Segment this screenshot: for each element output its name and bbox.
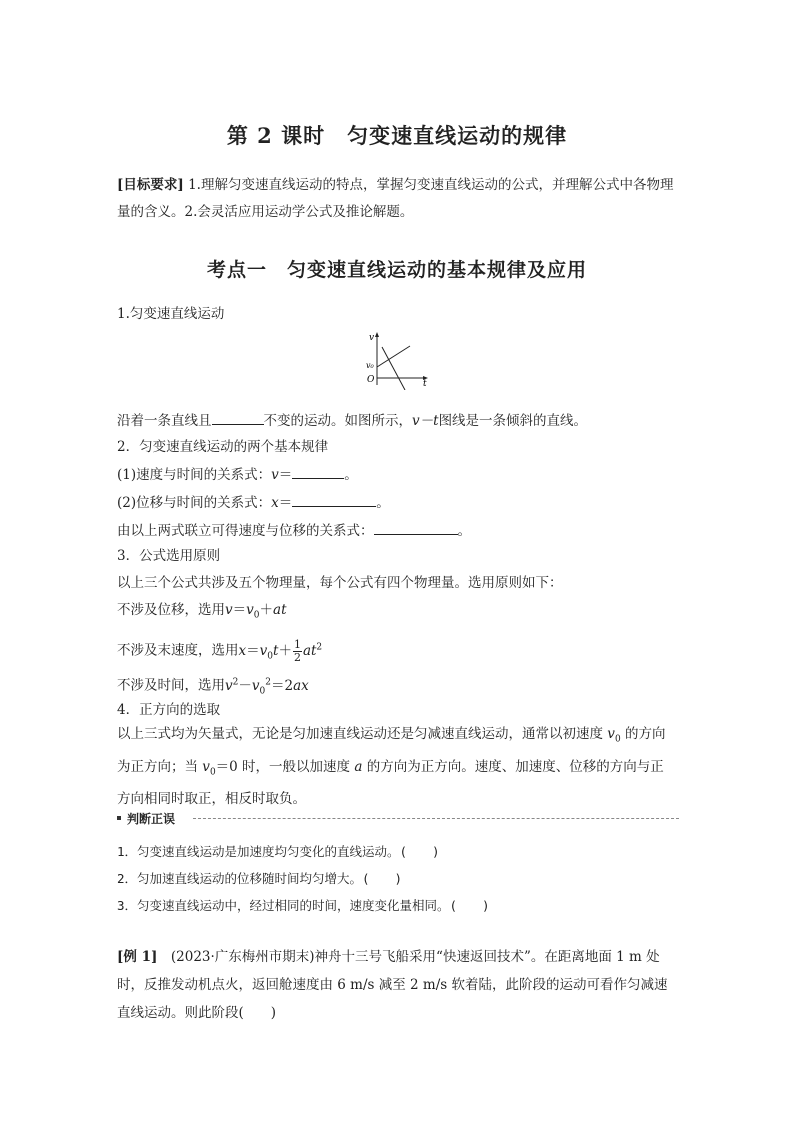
formula-3: $v^2-v_0^2=2ax$ bbox=[225, 677, 309, 697]
divider bbox=[193, 818, 679, 819]
learning-goals bbox=[117, 172, 682, 226]
blank-2[interactable] bbox=[292, 464, 344, 479]
goal-tag: [目标要求] bbox=[117, 177, 184, 193]
s2-l2-eq: ＝ bbox=[278, 495, 293, 511]
s4-p5: 的方向为正方向。速度、加速度、位移的方向与正 bbox=[362, 758, 664, 775]
half-fraction: $\frac{1}{2}$ bbox=[293, 637, 301, 664]
goal-text: 1.理解匀变速直线运动的特点，掌握匀变速直线运动的公式，并理解公式中各物理量的含义。2.会灵活应用运动学公式及推论解题。 bbox=[117, 177, 674, 220]
s4-p1: 以上三式均为矢量式，无论是匀加速直线运动还是匀减速直线运动，通常以初速度 bbox=[117, 726, 608, 742]
blank-1[interactable] bbox=[212, 410, 264, 425]
example-text: (2023·广东梅州市期末)神舟十三号飞船采用“快速返回技术”。在距离地面 1 m 处时，反推发动机点火，返回舱速度由 6 m/s 减至 2 m/s 软着陆，此阶段的运动可看作匀减速直线运动。则此阶段( ) bbox=[117, 949, 668, 1021]
s2-heading: 2．匀变速直线运动的两个基本规律 bbox=[117, 439, 329, 455]
s2-l2-var: x bbox=[271, 495, 279, 511]
s4-heading: 4．正方向的选取 bbox=[117, 702, 221, 718]
s1-desc-after: 不变的运动。如图所示， bbox=[263, 413, 412, 429]
s2-l1-text: (1)速度与时间的关系式： bbox=[117, 467, 272, 483]
s2-l1-eq: ＝ bbox=[278, 467, 293, 483]
s3-rule3 bbox=[117, 672, 309, 701]
vt-text: v－t bbox=[412, 413, 439, 429]
v-axis-arrow bbox=[375, 332, 379, 337]
s4-p4: ＝0 时，一般以加速度 bbox=[215, 758, 355, 775]
decelerating-line bbox=[382, 347, 405, 390]
s3-heading: 3．公式选用原则 bbox=[117, 548, 221, 564]
s1-desc-tail: 图线是一条倾斜的直线。 bbox=[438, 413, 588, 429]
accelerating-line bbox=[377, 346, 410, 367]
judge-header bbox=[117, 810, 679, 826]
judge-item-1: 1．匀变速直线运动是加速度均匀变化的直线运动。( ) bbox=[117, 844, 440, 859]
s3-r1-text: 不涉及位移，选用 bbox=[117, 602, 225, 618]
v0-label: v₀ bbox=[366, 361, 374, 370]
s4-p2: 的方向 bbox=[620, 726, 666, 742]
s2-line2 bbox=[117, 492, 390, 513]
s3-rule2 bbox=[117, 637, 322, 666]
judge-item-3: 3．匀变速直线运动中，经过相同的时间，速度变化量相同。( ) bbox=[117, 898, 490, 913]
example-1 bbox=[117, 943, 679, 1027]
s2-l2-end: 。 bbox=[376, 495, 390, 511]
formula-2: $x=v_0t+$ $\frac{1}{2}$ $at^2$ bbox=[238, 637, 323, 664]
s2-l3-end: 。 bbox=[457, 523, 471, 539]
s1-heading: 1.匀变速直线运动 bbox=[117, 306, 225, 322]
s1-description bbox=[117, 410, 587, 431]
origin-label: O bbox=[367, 375, 375, 385]
s3-rule1 bbox=[117, 600, 287, 626]
vt-graph bbox=[360, 330, 436, 390]
s3-r3-text: 不涉及时间，选用 bbox=[117, 677, 225, 694]
s2-l1-end: 。 bbox=[344, 467, 358, 483]
s4-p6: 方向相同时取正，相反时取负。 bbox=[117, 791, 306, 808]
s4-paragraph: 以上三式均为矢量式，无论是匀加速直线运动还是匀减速直线运动，通常以初速度 $v_0$ 的方向 为正方向；当 $v_0=0$ 时，一般以加速度 a 的方向为正方向。速度、加速度、位移的方向与正 方向相同时取正，相反时取负。 bbox=[117, 726, 666, 808]
s2-line1 bbox=[117, 464, 358, 485]
s2-l3-text: 由以上两式联立可得速度与位移的关系式： bbox=[117, 523, 374, 539]
s3-intro: 以上三个公式共涉及五个物理量，每个公式有四个物理量。选用原则如下： bbox=[117, 575, 563, 591]
v-label: v bbox=[369, 333, 375, 343]
s1-desc-before: 沿着一条直线且 bbox=[117, 413, 212, 429]
page-title: 第 2 课时 匀变速直线运动的规律 bbox=[226, 123, 568, 148]
s4-p3: 为正方向；当 bbox=[117, 758, 203, 775]
s2-l1-var: v bbox=[271, 467, 279, 483]
blank-3[interactable] bbox=[292, 492, 376, 507]
s2-l2-text: (2)位移与时间的关系式： bbox=[117, 495, 272, 511]
s2-line3 bbox=[117, 520, 471, 541]
formula-1: $v=v_0+at$ bbox=[225, 602, 287, 621]
judge-label: 判断正误 bbox=[127, 812, 176, 826]
s3-r2-text: 不涉及末速度，选用 bbox=[117, 642, 239, 659]
t-label: t bbox=[423, 379, 427, 389]
blank-4[interactable] bbox=[374, 520, 458, 535]
section-title: 考点一 匀变速直线运动的基本规律及应用 bbox=[206, 259, 587, 281]
example-tag: [例 1] bbox=[117, 949, 158, 965]
judge-item-2: 2．匀加速直线运动的位移随时间均匀增大。( ) bbox=[117, 871, 403, 886]
bullet-icon bbox=[117, 816, 121, 820]
